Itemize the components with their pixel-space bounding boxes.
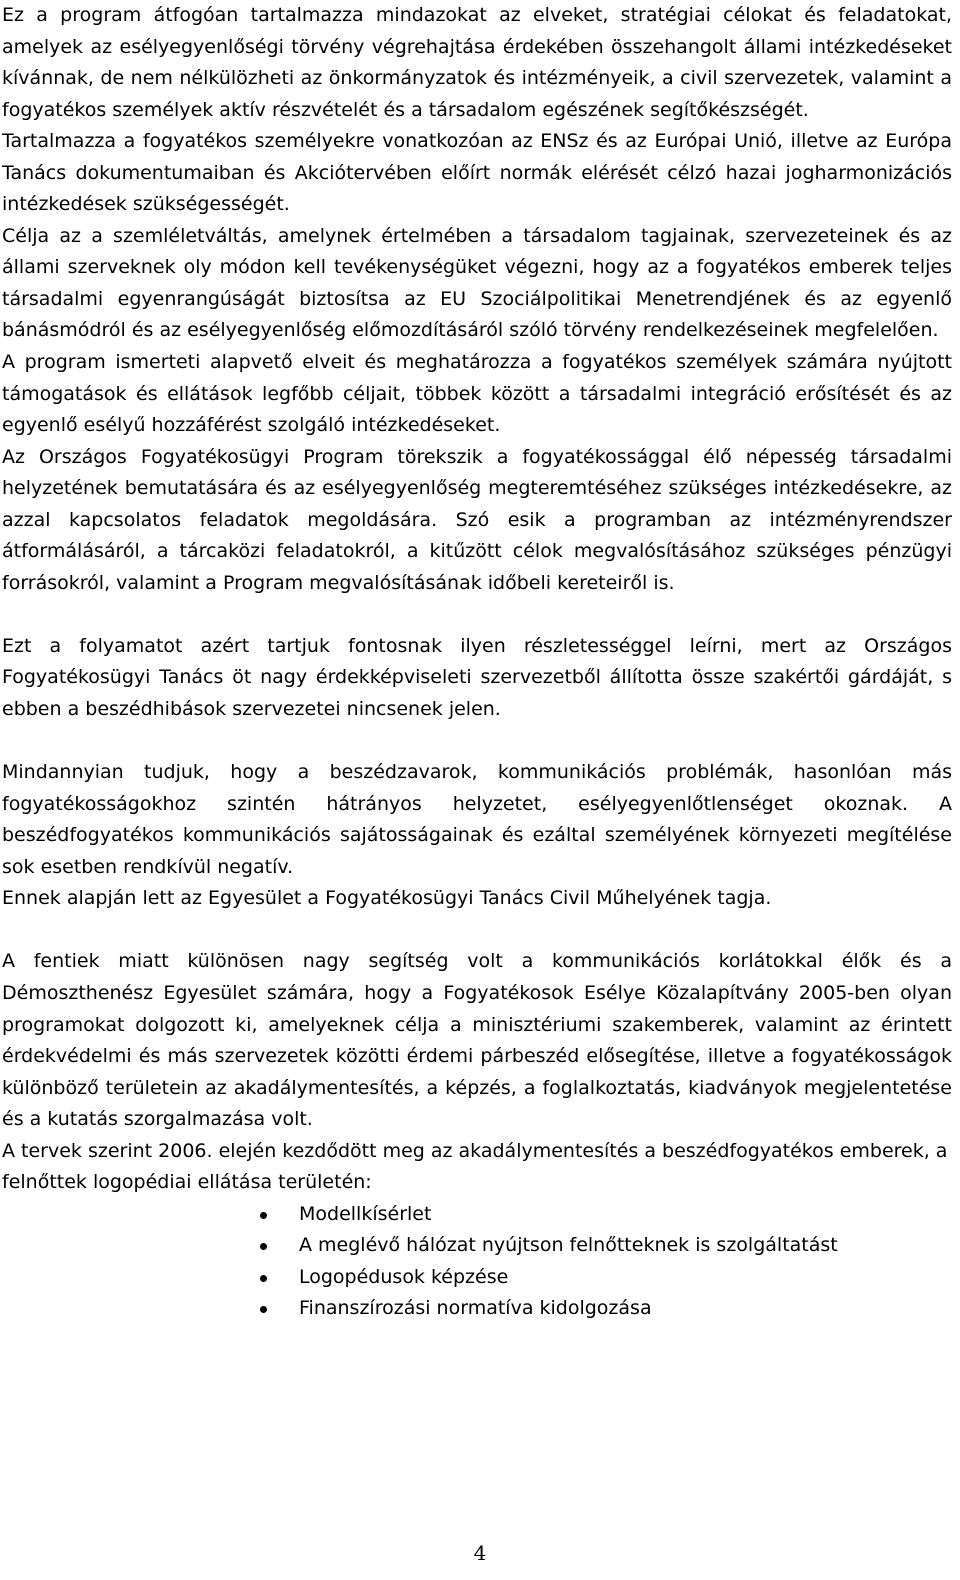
bullet-list [2, 1199, 952, 1325]
list-item-text: Finanszírozási normatíva kidolgozása [299, 1297, 652, 1320]
list-item [2, 1230, 952, 1262]
list-item [2, 1293, 952, 1325]
bullet-icon [260, 1212, 267, 1219]
paragraph-9: A fentiek miatt különösen nagy segítség volt a kommunikációs korlátokkal élők és a Démoszthenész Egyesület számára, hogy a Fogyatékosok Esélye Közalapítvány 2005-ben olyan programokat dolgozott ki, amelyeknek célja a minisztériumi szakemberek, valamint az érintett érdekvédelmi és más szervezetek közötti érdemi párbeszéd elősegítése, illetve a fogyatékosságok különböző területein az akadálymentesítés, a képzés, a foglalkoztatás, kiadványok megjelentetése és a kutatás szorgalmazása volt. [2, 950, 952, 1131]
bullet-icon [260, 1243, 267, 1250]
list-item-text: A meglévő hálózat nyújtson felnőtteknek is szolgáltatást [299, 1234, 838, 1257]
list-item-text: Logopédusok képzése [299, 1265, 509, 1288]
list-item [2, 1199, 952, 1231]
bullet-icon [260, 1306, 267, 1313]
paragraph-2: Tartalmazza a fogyatékos személyekre vonatkozóan az ENSz és az Európai Unió, illetve az Európa Tanács dokumentumaiban és Akciótervében előírt normák elérését célzó hazai jogharmonizációs intézkedések szükségességét. [2, 130, 952, 216]
document-body [2, 0, 952, 1325]
list-item [2, 1262, 952, 1294]
paragraph-4: A program ismerteti alapvető elveit és meghatározza a fogyatékos személyek számára nyújtott támogatások és ellátások legfőbb céljait, többek között a társadalmi integráció erősítését és az egyenlő esélyű hozzáférést szolgáló intézkedéseket. [2, 351, 952, 437]
paragraph-6: Ezt a folyamatot azért tartjuk fontosnak ilyen részletességgel leírni, mert az Országos Fogyatékosügyi Tanács öt nagy érdekképviseleti szervezetből állította össze szakértői gárdáját, s ebben a beszédhibások szervezetei nincsenek jelen. [2, 634, 952, 721]
paragraph-5: Az Országos Fogyatékosügyi Program törekszik a fogyatékossággal élő népesség társadalmi helyzetének bemutatására és az esélyegyenlőség megteremtéséhez szükséges intézkedésekre, az azzal kapcsolatos feladatok megoldására. Szó esik a programban az intézményrendszer átformálásáról, a tárcaközi feladatokról, a kitűzött célok megvalósításához szükséges pénzügyi forrásokról, valamint a Program megvalósításának időbeli kereteiről is. [2, 445, 952, 594]
paragraph-7: Mindannyian tudjuk, hogy a beszédzavarok, kommunikációs problémák, hasonlóan más fogyatékosságokhoz szintén hátrányos helyzetet, esélyegyenlőtlenséget okoznak. A beszédfogyatékos kommunikációs sajátosságainak és ezáltal személyének környezeti megítélése sok esetben rendkívül negatív. [2, 761, 952, 878]
paragraph-10: A tervek szerint 2006. elején kezdődött meg az akadálymentesítés a beszédfogyatékos emberek, a felnőttek logopédiai ellátása területén: [2, 1139, 948, 1194]
list-item-text: Modellkísérlet [299, 1202, 432, 1225]
page-number: 4 [473, 1541, 487, 1565]
paragraph-3: Célja az a szemléletváltás, amelynek értelmében a társadalom tagjainak, szervezeteinek és az állami szerveknek oly módon kell tevékenységüket végezni, hogy az a fogyatékos emberek teljes társadalmi egyenrangúságát biztosítsa az EU Szociálpolitikai Menetrendjének és az egyenlő bánásmódról és az esélyegyenlőség előmozdításáról szóló törvény rendelkezéseinek megfelelően. [2, 224, 952, 342]
paragraph-8: Ennek alapján lett az Egyesület a Fogyatékosügyi Tanács Civil Műhelyének tagja. [2, 887, 772, 910]
bullet-icon [260, 1275, 267, 1282]
paragraph-spacer [2, 726, 952, 758]
paragraph-spacer [2, 599, 952, 631]
paragraph-spacer [2, 915, 952, 947]
paragraph-1: Ez a program átfogóan tartalmazza mindazokat az elveket, stratégiai célokat és feladatokat, amelyek az esélyegyenlőségi törvény végrehajtása érdekében összehangolt állami intézkedéseket kívánnak, de nem nélkülözheti az önkormányzatok és intézményeik, a civil szervezetek, valamint a fogyatékos személyek aktív részvételét és a társadalom egészének segítőkészségét. [2, 4, 952, 121]
